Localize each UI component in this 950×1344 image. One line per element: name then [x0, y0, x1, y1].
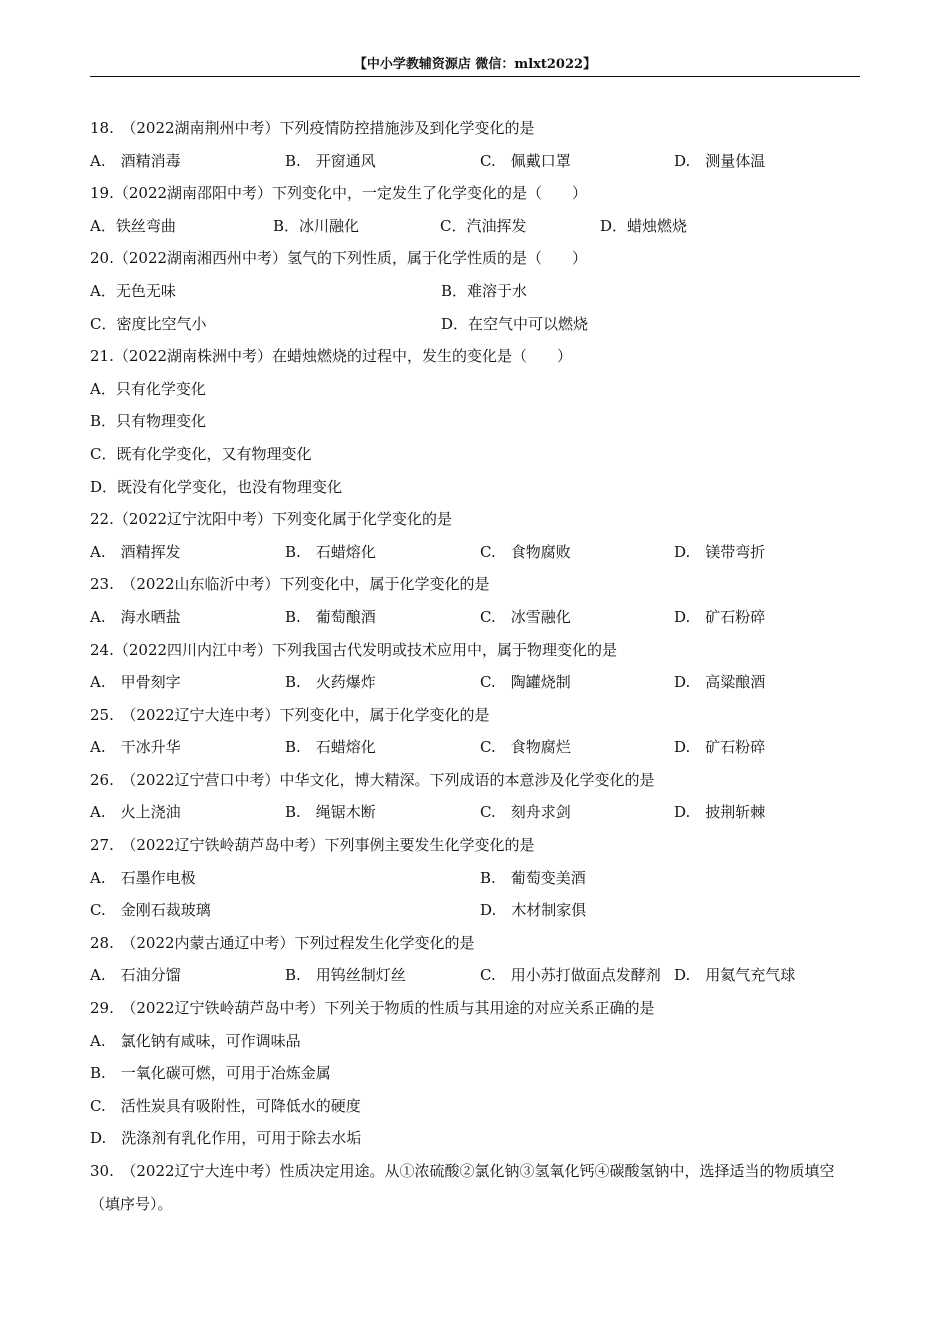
option: A．铁丝弯曲	[90, 216, 176, 235]
option: A. 酒精消毒	[90, 151, 181, 170]
option: C. 活性炭具有吸附性，可降低水的硬度	[90, 1096, 361, 1115]
option: D. 披荆斩棘	[674, 803, 766, 822]
option-row	[90, 731, 870, 764]
option: D．既没有化学变化，也没有物理变化	[90, 477, 343, 496]
option: D. 矿石粉碎	[674, 607, 766, 626]
question-stem: 28. （2022内蒙古通辽中考）下列过程发生化学变化的是	[90, 933, 475, 952]
option: A. 干冰升华	[90, 738, 181, 757]
question-stem: 18. （2022湖南荆州中考）下列疫情防控措施涉及到化学变化的是	[90, 119, 535, 137]
option-row	[90, 210, 870, 243]
option: C. 金刚石裁玻璃	[90, 901, 211, 920]
option-row	[90, 796, 870, 829]
option: B. 葡萄变美酒	[480, 868, 586, 887]
option: A. 酒精挥发	[90, 542, 181, 561]
option: A. 甲骨刻字	[90, 673, 181, 692]
option: C. 陶罐烧制	[480, 673, 571, 692]
question-stem: 20.（2022湖南湘西州中考）氢气的下列性质，属于化学性质的是（ ）	[90, 249, 588, 268]
option-row	[90, 894, 870, 927]
option-row	[90, 536, 870, 569]
question-stem: 30. （2022辽宁大连中考）性质决定用途。从①浓硫酸②氯化钠③氢氧化钙④碳酸氢钠中，选择适当的物质填空（填序号）。	[90, 1162, 835, 1213]
option: B. 开窗通风	[285, 151, 376, 170]
option-row	[90, 145, 870, 178]
option: C. 用小苏打做面点发酵剂	[480, 966, 661, 985]
option-row	[90, 601, 870, 634]
question-stem: 25. （2022辽宁大连中考）下列变化中，属于化学变化的是	[90, 705, 490, 724]
question-stem: 19.（2022湖南邵阳中考）下列变化中，一定发生了化学变化的是（ ）	[90, 184, 588, 203]
option: B. 葡萄酿酒	[285, 607, 376, 626]
option: A．无色无味	[90, 281, 176, 300]
option: D. 木材制家俱	[480, 901, 587, 920]
option: B. 绳锯木断	[285, 803, 376, 822]
option: C. 食物腐败	[480, 542, 571, 561]
option: D. 用氦气充气球	[674, 966, 796, 985]
question-list	[90, 112, 870, 1220]
option: A. 石墨作电极	[90, 868, 196, 887]
option: B．冰川融化	[273, 216, 360, 235]
option: A. 石油分馏	[90, 966, 181, 985]
option: D. 高粱酿酒	[674, 673, 766, 692]
option: B. 火药爆炸	[285, 673, 376, 692]
question-stem: 27. （2022辽宁铁岭葫芦岛中考）下列事例主要发生化学变化的是	[90, 836, 535, 855]
option-row	[90, 959, 870, 992]
option: D. 矿石粉碎	[674, 738, 766, 757]
option: B．只有物理变化	[90, 412, 207, 431]
option: D. 镁带弯折	[674, 542, 766, 561]
option: D．在空气中可以燃烧	[441, 314, 589, 333]
question-stem: 22.（2022辽宁沈阳中考）下列变化属于化学变化的是	[90, 510, 453, 529]
option: C．密度比空气小	[90, 314, 207, 333]
option-row	[90, 862, 870, 895]
option: D．蜡烛燃烧	[600, 216, 688, 235]
option-row	[90, 308, 870, 341]
option: B. 一氧化碳可燃，可用于冶炼金属	[90, 1064, 331, 1083]
option: C．汽油挥发	[440, 216, 527, 235]
page-header: 【中小学教辅资源店 微信：mlxt2022】	[353, 57, 597, 72]
option: C. 食物腐烂	[480, 738, 571, 757]
option: C. 佩戴口罩	[480, 151, 571, 170]
option: B．难溶于水	[441, 281, 528, 300]
option: B. 石蜡熔化	[285, 542, 376, 561]
option: A. 氯化钠有咸味，可作调味品	[90, 1031, 301, 1050]
question-stem: 24.（2022四川内江中考）下列我国古代发明或技术应用中，属于物理变化的是	[90, 640, 618, 659]
header-divider	[90, 76, 860, 77]
option: A. 海水晒盐	[90, 607, 181, 626]
option: D. 测量体温	[674, 151, 766, 170]
option: A．只有化学变化	[90, 379, 206, 398]
option: B. 用钨丝制灯丝	[285, 966, 406, 985]
option: C．既有化学变化，又有物理变化	[90, 444, 312, 463]
option: B. 石蜡熔化	[285, 738, 376, 757]
option-row	[90, 666, 870, 699]
question-stem: 21.（2022湖南株洲中考）在蜡烛燃烧的过程中，发生的变化是（ ）	[90, 347, 573, 366]
option: C. 刻舟求剑	[480, 803, 571, 822]
option: D. 洗涤剂有乳化作用，可用于除去水垢	[90, 1129, 362, 1148]
option: C. 冰雪融化	[480, 607, 571, 626]
option: A. 火上浇油	[90, 803, 181, 822]
question-stem: 29. （2022辽宁铁岭葫芦岛中考）下列关于物质的性质与其用途的对应关系正确的是	[90, 999, 655, 1018]
question-stem: 23. （2022山东临沂中考）下列变化中，属于化学变化的是	[90, 575, 490, 594]
option-row	[90, 275, 870, 308]
question-stem: 26. （2022辽宁营口中考）中华文化，博大精深。下列成语的本意涉及化学变化的是	[90, 770, 655, 789]
